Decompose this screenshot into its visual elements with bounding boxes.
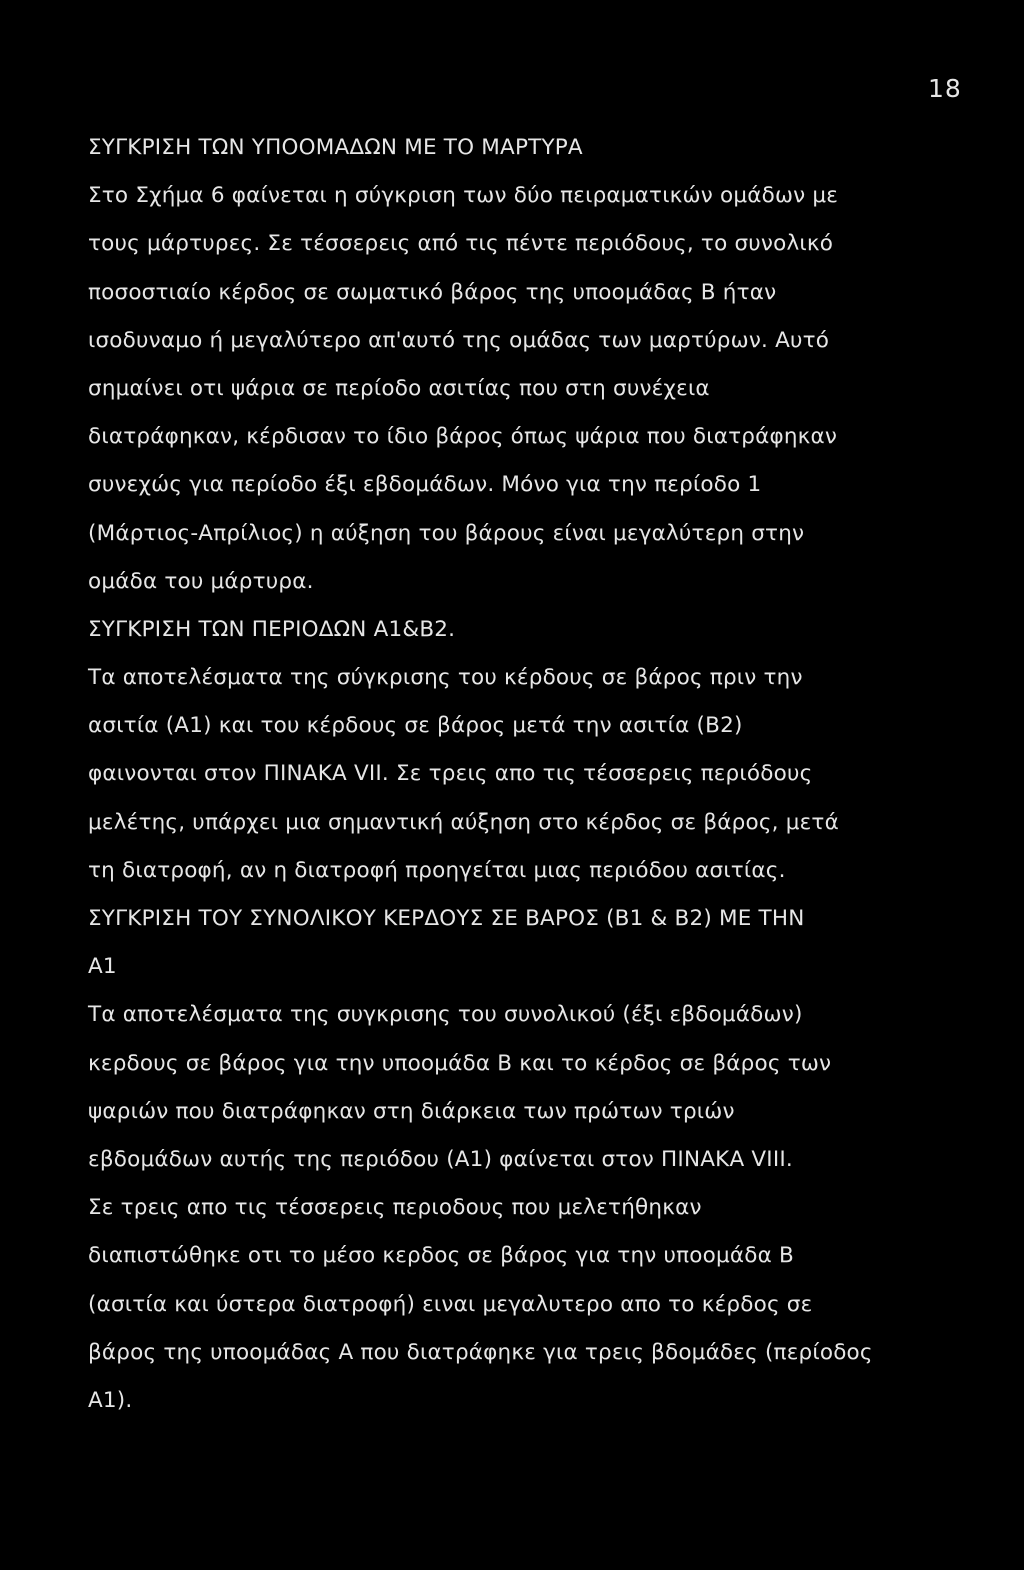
text-line: ασιτία (Α1) και του κέρδους σε βάρος μετά την ασιτία (Β2)	[88, 713, 743, 739]
text-line: κερδους σε βάρος για την υποομάδα Β και το κέρδος σε βάρος των	[88, 1050, 832, 1076]
text-line: βάρος της υποομάδας Α που διατράφηκε για τρεις βδομάδες (περίοδος	[88, 1339, 873, 1365]
section-heading-subgroups-vs-control: ΣΥΓΚΡΙΣΗ ΤΩΝ ΥΠΟΟΜΑΔΩΝ ΜΕ ΤΟ ΜΑΡΤΥΡΑ	[88, 135, 583, 160]
text-line: Σε τρεις απο τις τέσσερεις περιοδους που μελετήθηκαν	[88, 1195, 702, 1221]
text-line: Τα αποτελέσματα της σύγκρισης του κέρδους σε βάρος πριν την	[88, 665, 803, 691]
text-line: μελέτης, υπάρχει μια σημαντική αύξηση στο κέρδος σε βάρος, μετά	[88, 809, 839, 835]
text-line: Στο Σχήμα 6 φαίνεται η σύγκριση των δύο πειραματικών ομάδων με	[88, 183, 839, 209]
section-heading-total-gain-cont: Α1	[88, 954, 117, 980]
page-number: 18	[928, 74, 962, 103]
section-heading-periods-a1-b2: ΣΥΓΚΡΙΣΗ ΤΩΝ ΠΕΡΙΟΔΩΝ Α1&Β2.	[88, 616, 456, 642]
document-body	[88, 128, 948, 1429]
text-line: (ασιτία και ύστερα διατροφή) ειναι μεγαλυτερο απο το κέρδος σε	[88, 1291, 813, 1317]
text-line: Α1).	[88, 1387, 133, 1413]
text-line: (Μάρτιος-Απρίλιος) η αύξηση του βάρους είναι μεγαλύτερη στην	[88, 520, 805, 546]
text-line: διατράφηκαν, κέρδισαν το ίδιο βάρος όπως ψάρια που διατράφηκαν	[88, 424, 838, 450]
text-line: εβδομάδων αυτής της περιόδου (Α1) φαίνεται στον ΠΙΝΑΚΑ VIII.	[88, 1146, 793, 1172]
text-line: Τα αποτελέσματα της συγκρισης του συνολικού (έξι εβδομάδων)	[88, 1002, 803, 1028]
text-line: ποσοστιαίο κέρδος σε σωματικό βάρος της υποομάδας Β ήταν	[88, 279, 777, 305]
text-line: συνεχώς για περίοδο έξι εβδομάδων. Μόνο για την περίοδο 1	[88, 472, 762, 498]
text-line: ψαριών που διατράφηκαν στη διάρκεια των πρώτων τριών	[88, 1098, 735, 1124]
section-heading-total-gain: ΣΥΓΚΡΙΣΗ ΤΟΥ ΣΥΝΟΛΙΚΟΥ ΚΕΡΔΟΥΣ ΣΕ ΒΑΡΟΣ (Β1 & Β2) ΜΕ ΤΗΝ	[88, 906, 805, 931]
text-line: διαπιστώθηκε οτι το μέσο κερδος σε βάρος για την υποομάδα Β	[88, 1243, 794, 1269]
text-line: ομάδα του μάρτυρα.	[88, 568, 314, 594]
text-line: τη διατροφή, αν η διατροφή προηγείται μιας περιόδου ασιτίας.	[88, 857, 786, 883]
text-line: σημαίνει οτι ψάρια σε περίοδο ασιτίας που στη συνέχεια	[88, 375, 710, 401]
text-line: ισοδυναμο ή μεγαλύτερο απ'αυτό της ομάδας των μαρτύρων. Αυτό	[88, 327, 830, 353]
text-line: τους μάρτυρες. Σε τέσσερεις από τις πέντε περιόδους, το συνολικό	[88, 231, 834, 257]
text-line: φαινονται στον ΠΙΝΑΚΑ VII. Σε τρεις απο τις τέσσερεις περιόδους	[88, 761, 813, 787]
